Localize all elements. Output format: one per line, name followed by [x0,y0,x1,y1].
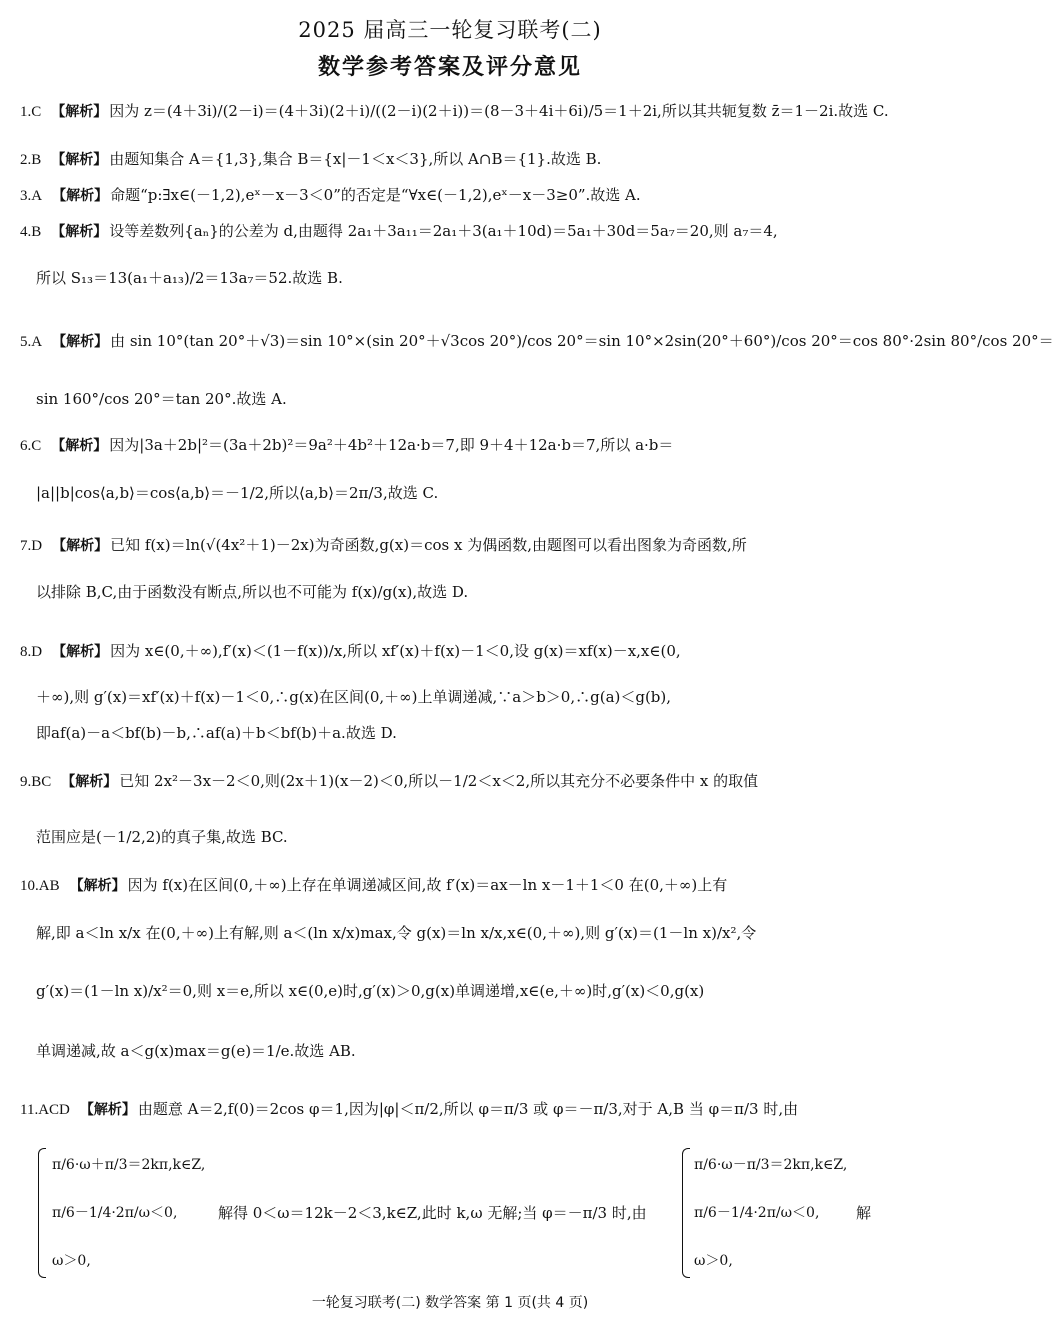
answer-item-9-cont: 范围应是(－1/2,2)的真子集,故选 BC. [36,828,288,846]
answer-text: 命题“p:∃x∈(－1,2),eˣ－x－3＜0”的否定是“∀x∈(－1,2),eˣ－x－3≥0”.故选 A. [110,186,641,204]
answer-number: 9.BC [20,774,52,790]
answer-item-10 [20,874,880,897]
analysis-tag: 【解析】 [52,644,109,660]
page-footer: 一轮复习联考(二) 数学答案 第 1 页(共 4 页) [311,1295,589,1311]
analysis-tag: 【解析】 [51,224,108,240]
answer-number: 6.C [20,438,42,454]
answer-number: 3.A [20,188,43,204]
answer-item-7 [20,534,880,557]
answer-number: 4.B [20,224,42,240]
system-brace-left [38,1148,46,1278]
answer-item-6 [20,434,880,457]
analysis-tag: 【解析】 [51,438,108,454]
system-eq: ω＞0, [694,1253,733,1269]
system-end-text: 解 [856,1204,872,1222]
answer-item-5-cont: sin 160°/cos 20°＝tan 20°.故选 A. [36,390,287,408]
answer-item-8-cont: 即af(a)－a＜bf(b)－b,∴af(a)＋b＜bf(b)＋a.故选 D. [36,724,397,742]
system-brace-right [682,1148,690,1278]
answer-item-8 [20,640,880,663]
answer-item-10-cont: g′(x)＝(1－ln x)/x²＝0,则 x＝e,所以 x∈(0,e)时,g′(x)＞0,g(x)单调递增,x∈(e,＋∞)时,g′(x)＜0,g(x) [36,982,705,1000]
equation-system-2 [694,1154,847,1272]
answer-text: 因为|3a＋2b|²＝(3a＋2b)²＝9a²＋4b²＋12a·b＝7,即 9＋4＋12a·b＝7,所以 a·b＝ [109,436,674,454]
answer-text: 因为 f(x)在区间(0,＋∞)上存在单调递减区间,故 f′(x)＝ax－ln x－1＋1＜0 在(0,＋∞)上有 [127,876,728,894]
analysis-tag: 【解析】 [52,538,109,554]
answer-text: 由题知集合 A＝{1,3},集合 B＝{x|－1＜x＜3},所以 A∩B＝{1}.故选 B. [109,150,602,168]
answer-item-3 [20,184,880,207]
answer-number: 10.AB [20,878,60,894]
answer-text: 设等差数列{aₙ}的公差为 d,由题得 2a₁＋3a₁₁＝2a₁＋3(a₁＋10d)＝5a₁＋30d＝5a₇＝20,则 a₇＝4, [109,222,778,240]
system-eq: π/6·ω＋π/3＝2kπ,k∈Z, [52,1157,206,1173]
answer-item-6-cont: |a||b|cos⟨a,b⟩＝cos⟨a,b⟩＝－1/2,所以⟨a,b⟩＝2π/3,故选 C. [36,484,439,502]
answer-text: 由题意 A＝2,f(0)＝2cos φ＝1,因为|φ|＜π/2,所以 φ＝π/3 或 φ＝－π/3,对于 A,B 当 φ＝π/3 时,由 [137,1100,799,1118]
analysis-tag: 【解析】 [52,188,109,204]
analysis-tag: 【解析】 [69,878,126,894]
analysis-tag: 【解析】 [61,774,118,790]
answer-text: 已知 f(x)＝ln(√(4x²＋1)－2x)为奇函数,g(x)＝cos x 为偶函数,由题图可以看出图象为奇函数,所 [110,536,747,554]
answer-item-7-cont: 以排除 B,C,由于函数没有断点,所以也不可能为 f(x)/g(x),故选 D. [36,583,469,601]
system-eq: ω＞0, [52,1253,91,1269]
system-middle-text: 解得 0＜ω＝12k－2＜3,k∈Z,此时 k,ω 无解;当 φ＝－π/3 时,由 [218,1204,647,1222]
answer-number: 5.A [20,334,43,350]
answer-number: 11.ACD [20,1102,70,1118]
analysis-tag: 【解析】 [52,334,109,350]
analysis-tag: 【解析】 [51,104,108,120]
answer-item-5 [20,330,1054,353]
answer-text: 已知 2x²－3x－2＜0,则(2x＋1)(x－2)＜0,所以－1/2＜x＜2,所以其充分不必要条件中 x 的取值 [119,772,759,790]
answer-item-1 [20,100,889,123]
answer-item-4 [20,220,880,243]
answer-item-11 [20,1098,880,1121]
answer-text: 由 sin 10°(tan 20°＋√3)＝sin 10°×(sin 20°＋√3cos 20°)/cos 20°＝sin 10°×2sin(20°＋60°)/cos 20°＝cos 80°·2sin 80°/cos 20°＝ [110,332,1054,350]
system-eq: π/6－1/4·2π/ω＜0, [694,1205,820,1221]
answer-item-8-cont: ＋∞),则 g′(x)＝xf′(x)＋f(x)－1＜0,∴g(x)在区间(0,＋∞)上单调递减,∵a＞b＞0,∴g(a)＜g(b), [36,688,672,706]
analysis-tag: 【解析】 [79,1102,136,1118]
answer-number: 7.D [20,538,43,554]
answer-item-9 [20,770,880,793]
answer-number: 2.B [20,152,42,168]
document-subtitle: 数学参考答案及评分意见 [317,54,582,80]
exam-title: 2025 届高三一轮复习联考(二) [298,18,602,42]
answer-text: 因为 x∈(0,＋∞),f′(x)＜(1－f(x))/x,所以 xf′(x)＋f(x)－1＜0,设 g(x)＝xf(x)－x,x∈(0, [110,642,681,660]
answer-number: 1.C [20,104,42,120]
answer-item-10-cont: 解,即 a＜ln x/x 在(0,＋∞)上有解,则 a＜(ln x/x)max,令 g(x)＝ln x/x,x∈(0,＋∞),则 g′(x)＝(1－ln x)/x²,令 [36,924,757,942]
answer-item-2 [20,148,880,171]
answer-number: 8.D [20,644,43,660]
answer-item-4-cont: 所以 S₁₃＝13(a₁＋a₁₃)/2＝13a₇＝52.故选 B. [36,269,343,287]
answer-text: 因为 z＝(4＋3i)/(2－i)＝(4＋3i)(2＋i)/((2－i)(2＋i))＝(8－3＋4i＋6i)/5＝1＋2i,所以其共轭复数 z̄＝1－2i.故选 C. [109,102,889,120]
system-eq: π/6－1/4·2π/ω＜0, [52,1205,178,1221]
system-eq: π/6·ω－π/3＝2kπ,k∈Z, [694,1157,848,1173]
analysis-tag: 【解析】 [51,152,108,168]
equation-system-1 [52,1154,205,1272]
answer-item-10-cont: 单调递减,故 a＜g(x)max＝g(e)＝1/e.故选 AB. [36,1042,356,1060]
